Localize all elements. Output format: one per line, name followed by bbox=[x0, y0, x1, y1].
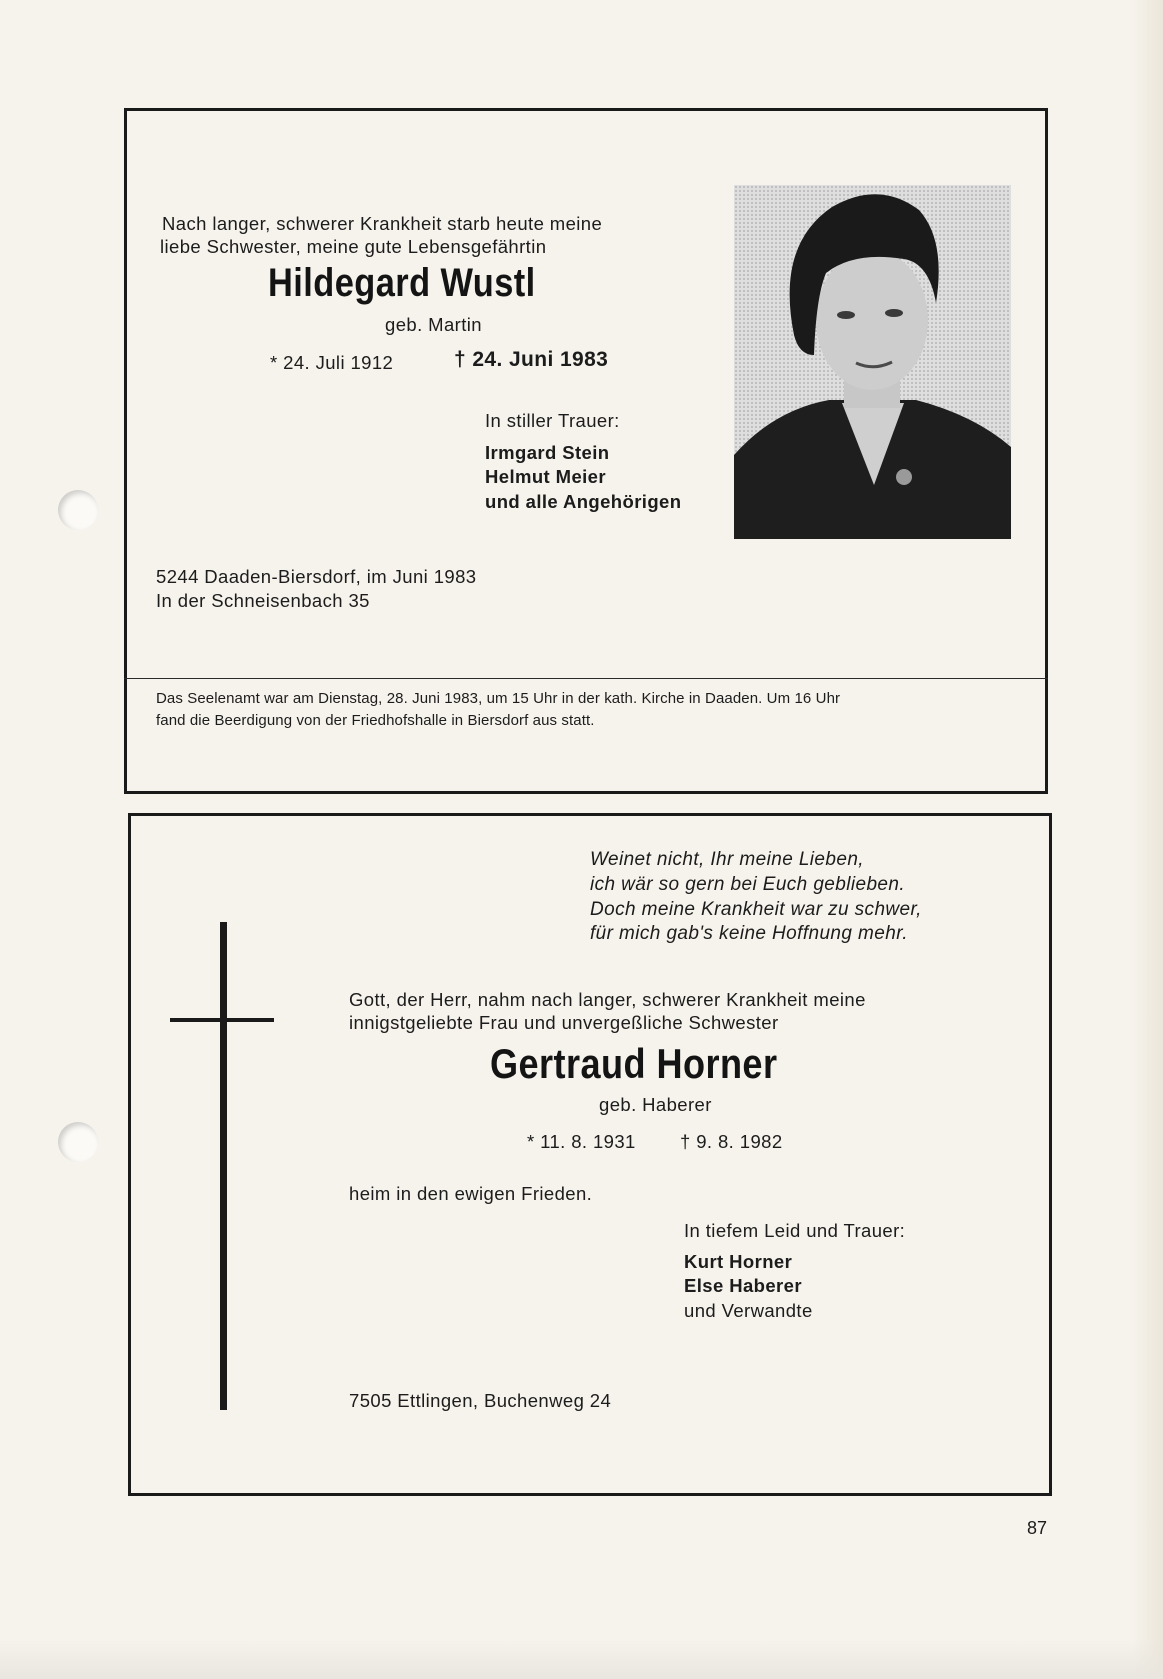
punch-hole-bottom bbox=[58, 1122, 98, 1162]
obituary2-closing: heim in den ewigen Frieden. bbox=[349, 1183, 593, 1204]
obituary2-birth-name: geb. Haberer bbox=[599, 1094, 712, 1115]
obituary2-intro-line1: Gott, der Herr, nahm nach langer, schwerer Krankheit meine bbox=[349, 989, 866, 1010]
obituary2-poem-line: ich wär so gern bei Euch geblieben. bbox=[590, 874, 906, 895]
obituary1-mourning-heading: In stiller Trauer: bbox=[485, 410, 620, 431]
obituary2-mourner: Kurt Horner bbox=[684, 1251, 793, 1272]
obituary1-intro-line1: Nach langer, schwerer Krankheit starb heute meine bbox=[162, 213, 603, 234]
obituary1-intro-line2: liebe Schwester, meine gute Lebensgefährtin bbox=[160, 236, 547, 257]
obituary1-name: Hildegard Wustl bbox=[268, 261, 536, 305]
obituary2-mourner: Else Haberer bbox=[684, 1275, 802, 1296]
page-edge-shadow bbox=[1133, 0, 1163, 1679]
obituary2-poem-line: für mich gab's keine Hoffnung mehr. bbox=[590, 923, 908, 944]
cross-icon-bar bbox=[170, 1018, 274, 1022]
obituary2-poem-line: Doch meine Krankheit war zu schwer, bbox=[590, 899, 922, 920]
page-bottom-shade bbox=[0, 1639, 1163, 1679]
obituary2-address: 7505 Ettlingen, Buchenweg 24 bbox=[349, 1390, 612, 1411]
obituary1-birth-name: geb. Martin bbox=[385, 314, 482, 335]
obituary1-mourner: Irmgard Stein bbox=[485, 442, 610, 463]
portrait-photo bbox=[734, 185, 1011, 539]
obituary1-mourner: Helmut Meier bbox=[485, 466, 606, 487]
obituary2-name: Gertraud Horner bbox=[490, 1040, 778, 1087]
obituary2-mourner: und Verwandte bbox=[684, 1300, 813, 1321]
obituary1-address-line1: 5244 Daaden-Biersdorf, im Juni 1983 bbox=[156, 566, 477, 587]
obituary1-notice-line2: fand die Beerdigung von der Friedhofshalle in Biersdorf aus statt. bbox=[156, 712, 595, 729]
cross-icon bbox=[220, 922, 227, 1410]
obituary1-mourner: und alle Angehörigen bbox=[485, 491, 682, 512]
obituary2-poem-line: Weinet nicht, Ihr meine Lieben, bbox=[590, 849, 864, 870]
obituary2-death-date: † 9. 8. 1982 bbox=[680, 1131, 783, 1152]
obituary2-intro-line2: innigstgeliebte Frau und unvergeßliche Schwester bbox=[349, 1012, 779, 1033]
obituary1-address-line2: In der Schneisenbach 35 bbox=[156, 590, 370, 611]
page-number: 87 bbox=[1027, 1518, 1048, 1538]
obituary1-death-date: † 24. Juni 1983 bbox=[454, 348, 609, 371]
notice-divider bbox=[124, 678, 1048, 679]
obituary2-birth-date: * 11. 8. 1931 bbox=[527, 1131, 636, 1152]
punch-hole-top bbox=[58, 490, 98, 530]
obituary1-notice-line1: Das Seelenamt war am Dienstag, 28. Juni 1983, um 15 Uhr in der kath. Kirche in Daaden. Um 16 Uhr bbox=[156, 690, 841, 707]
obituary2-mourning-heading: In tiefem Leid und Trauer: bbox=[684, 1220, 906, 1241]
obituary1-birth-date: * 24. Juli 1912 bbox=[270, 352, 394, 373]
